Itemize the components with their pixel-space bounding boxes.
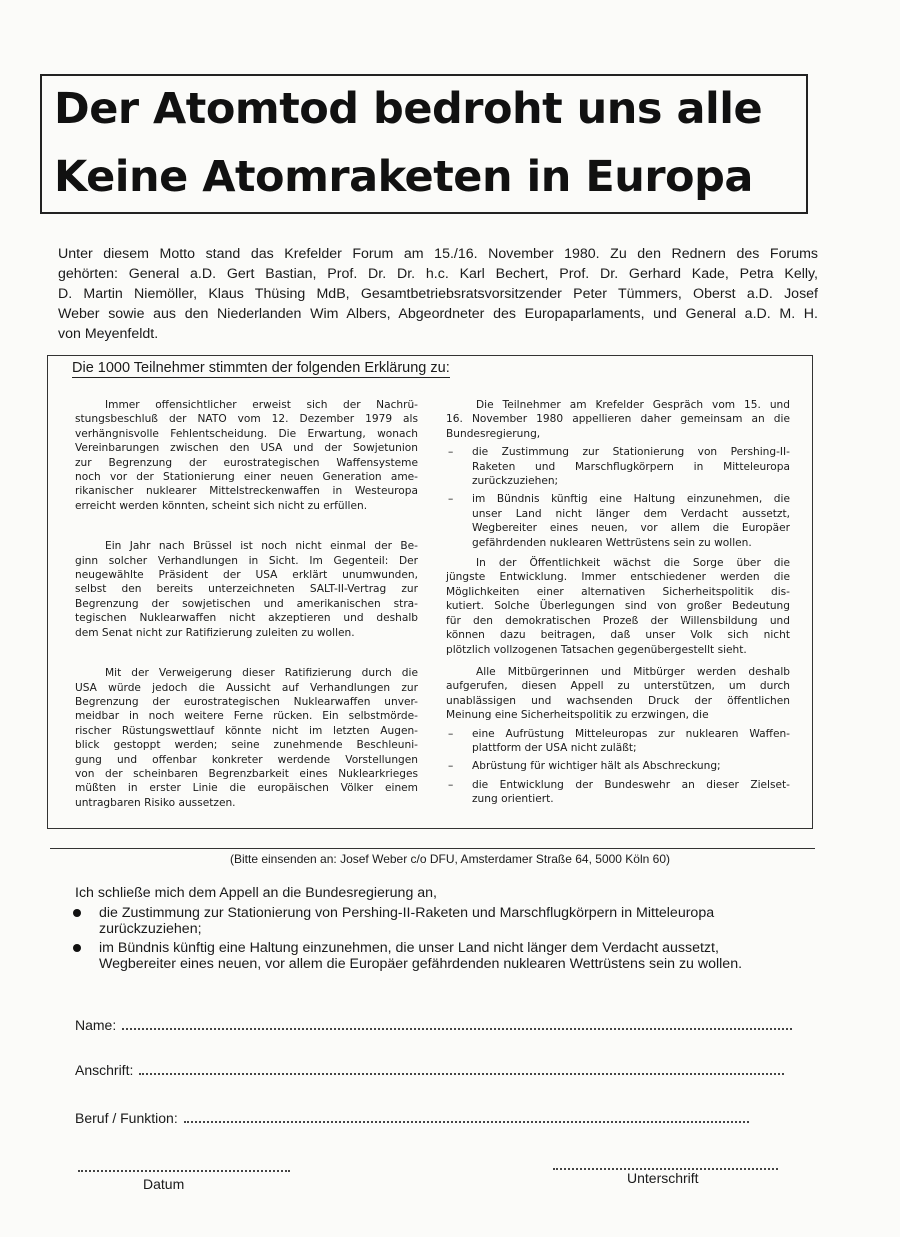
name-label: Name: — [75, 1017, 117, 1033]
text-line: untragbaren Risiko aussetzen. — [75, 796, 236, 809]
date-input-line[interactable] — [78, 1160, 290, 1172]
text-line: 16. November 1980 appellieren daher gemeinsam an die — [446, 413, 790, 426]
divider — [50, 848, 815, 849]
text-line: kutiert. Solche Überlegungen sind von großer Bedeutung — [446, 600, 790, 613]
text-line: selbst den bereits unterzeichneten SALT-II-Vertrag zur — [75, 583, 418, 596]
appeal-form-text — [75, 885, 815, 973]
text-line: die Zustimmung zur Stationierung von Pershing-II-Raketen und Marschflugkörpern in Mitteleuropa — [99, 904, 715, 921]
text-line: gefährdenden nuklearen Wettrüstens sein zu wollen. — [472, 536, 752, 549]
text-line: Ein Jahr nach Brüssel ist noch nicht einmal der Be- — [105, 540, 418, 553]
text-line: für den demokratischen Prozeß der Willensbildung und — [446, 614, 790, 627]
mailing-address: (Bitte einsenden an: Josef Weber c/o DFU, Amsterdamer Straße 64, 5000 Köln 60) — [230, 852, 670, 866]
text-line: Immer offensichtlicher erweist sich der Nachrü- — [105, 399, 418, 411]
text-line: aufgerufen, diesen Appell zu unterstützen, um durch — [446, 680, 790, 693]
text-line: gung und offenbar konkreter werdende Vorstellungen — [75, 753, 418, 766]
text-line: von der scheinbaren Begrenzbarkeit eines Nuklearkrieges — [75, 767, 418, 780]
text-line: rischer Rüstungswettlauf könnte nicht im letzten Augen- — [75, 724, 418, 737]
text-line: erreicht werden könnten, scheint sich nicht zu erfüllen. — [75, 499, 368, 512]
text-line: Vereinbarungen zwischen den USA und der Sowjetunion — [75, 442, 418, 455]
text-line: Meinung eine Sicherheitspolitik zu erzwingen, die — [446, 709, 709, 722]
headline-box — [40, 74, 808, 214]
text-line: USA würde jedoch die Aussicht auf Verhandlungen zur — [75, 681, 418, 694]
text-line: – die Entwicklung der Bundeswehr an dieser Zielset- — [472, 778, 790, 791]
dash-list-item — [446, 759, 790, 773]
paragraph — [75, 539, 418, 640]
name-input-line[interactable] — [122, 1018, 792, 1030]
job-field[interactable] — [75, 1110, 749, 1126]
text-line: – eine Aufrüstung Mitteleuropas zur nuklearen Waffen- — [472, 727, 790, 740]
text-line: müßten in erster Linie die europäischen Völker einem — [75, 782, 418, 795]
text-line: Begrenzung der eurostrategischen Nuklearwaffen unver- — [75, 695, 418, 708]
name-field[interactable] — [75, 1017, 792, 1033]
declaration-right-column — [446, 398, 790, 807]
form-bullets — [75, 905, 815, 973]
declaration-title: Die 1000 Teilnehmer stimmten der folgenden Erklärung zu: — [72, 360, 450, 376]
text-line: In der Öffentlichkeit wächst die Sorge über die — [476, 557, 790, 570]
text-line: – Abrüstung für wichtiger hält als Abschreckung; — [472, 760, 721, 773]
headline-line-2: Keine Atomraketen in Europa — [54, 152, 753, 202]
text-line: unser Land nicht länger dem Verdacht aussetzt, — [472, 507, 790, 520]
text-line: von Meyenfeldt. — [58, 326, 159, 342]
paragraph — [75, 666, 418, 810]
text-line: gehörten: General a.D. Gert Bastian, Prof. Dr. Dr. h.c. Karl Bechert, Prof. Dr. Gerhard Kade, Petra Kelly, — [58, 266, 818, 282]
text-line: blick gestoppt werden; seine zunehmende Beschleuni- — [75, 739, 418, 752]
text-line: plattform der USA nicht zuläßt; — [472, 741, 637, 754]
signature-label: Unterschrift — [627, 1170, 699, 1186]
text-line: Wegbereiter eines neuen, vor allem die Europäer — [472, 522, 790, 535]
dash-list-item — [446, 445, 790, 488]
signature-input-line[interactable] — [553, 1158, 778, 1170]
form-intro: Ich schließe mich dem Appell an die Bundesregierung an, — [75, 885, 437, 901]
text-line: plötzlich vollzogenen Tatsachen gegenübergestellt sieht. — [446, 643, 747, 656]
text-line: – im Bündnis künftig eine Haltung einzunehmen, die — [472, 493, 790, 506]
text-line: meidbar in noch weitere Ferne rücken. Ein selbstmörde- — [75, 710, 418, 723]
address-label: Anschrift: — [75, 1062, 134, 1078]
address-input-line[interactable] — [139, 1063, 784, 1075]
text-line: verhängnisvolle Fehlentscheidung. Die Erwartung, wonach — [75, 427, 418, 440]
text-line: Unter diesem Motto stand das Krefelder Forum am 15./16. November 1980. Zu den Rednern des Forums — [58, 246, 818, 262]
intro-paragraph — [58, 244, 818, 344]
text-line: Möglichkeiten einer alternativen Sicherheitspolitik dis- — [446, 585, 790, 598]
text-line: neugewählte Präsident der USA erklärt unumwunden, — [75, 569, 418, 582]
dash-list-item — [446, 778, 790, 807]
form-bullet-item — [75, 905, 815, 938]
text-line: unablässigen und wachsenden Druck der öffentlichen — [446, 694, 790, 707]
text-line: Mit der Verweigerung dieser Ratifizierung durch die — [105, 667, 418, 680]
declaration-left-column — [75, 398, 418, 810]
text-line: können dazu beitragen, daß unser Volk sich nicht — [446, 629, 790, 642]
text-line: zurückzuziehen; — [99, 921, 202, 937]
text-line: Raketen und Marschflugkörpern in Mitteleuropa — [472, 460, 790, 473]
dash-list-item — [446, 492, 790, 550]
bullet-icon — [73, 944, 81, 952]
paragraph — [75, 398, 418, 513]
text-line: – die Zustimmung zur Stationierung von Pershing-II- — [472, 446, 790, 459]
text-line: Die Teilnehmer am Krefelder Gespräch vom 15. und — [476, 399, 790, 411]
job-input-line[interactable] — [184, 1111, 749, 1123]
dash-list-item — [446, 727, 790, 756]
bullet-icon — [73, 909, 81, 917]
text-line: Wegbereiter eines neuen, vor allem die Europäer gefährdenden nuklearen Wettrüstens sein zu wollen. — [99, 956, 743, 972]
text-line: Bundesregierung, — [446, 427, 541, 440]
text-line: Weber sowie aus den Niederlanden Wim Albers, Abgeordneter des Europaparlaments, und General a.D. M. H. — [58, 306, 818, 322]
text-line: Alle Mitbürgerinnen und Mitbürger werden deshalb — [476, 665, 790, 678]
text-line: im Bündnis künftig eine Haltung einzunehmen, die unser Land nicht länger dem Verdacht aussetzt, — [99, 939, 719, 956]
text-line: dem Senat nicht zur Ratifizierung zuleiten zu wollen. — [75, 626, 355, 639]
paragraph — [446, 556, 790, 657]
text-line: zung orientiert. — [472, 793, 554, 806]
paragraph — [446, 398, 790, 441]
text-line: Begrenzung der sowjetischen und amerikanischen stra- — [75, 597, 418, 610]
text-line: stungsbeschluß der NATO vom 12. Dezember 1979 als — [75, 413, 418, 426]
text-line: D. Martin Niemöller, Klaus Thüsing MdB, Gesamtbetriebsratsvorsitzender Peter Tümmers, Oberst a.D. Josef — [58, 286, 818, 302]
address-field[interactable] — [75, 1062, 784, 1078]
text-line: zurückzuziehen; — [472, 475, 559, 488]
text-line: jüngste Entwicklung. Immer entschiedener werden die — [446, 571, 790, 584]
paragraph — [446, 665, 790, 723]
form-bullet-item — [75, 940, 815, 973]
date-label: Datum — [143, 1176, 185, 1192]
job-label: Beruf / Funktion: — [75, 1110, 178, 1126]
text-line: tegischen Nuklearwaffen nicht akzeptieren und deshalb — [75, 612, 418, 625]
text-line: noch vor der Stationierung einer neuen Generation ame- — [75, 471, 418, 484]
text-line: ginn solcher Verhandlungen in Sicht. Im Gegenteil: Der — [75, 554, 418, 567]
text-line: zur Begrenzung der eurostrategischen Waffensysteme — [75, 456, 418, 469]
text-line: rikanischer nuklearer Mittelstreckenwaffen in Westeuropa — [75, 485, 418, 498]
headline-line-1: Der Atomtod bedroht uns alle — [54, 84, 763, 134]
